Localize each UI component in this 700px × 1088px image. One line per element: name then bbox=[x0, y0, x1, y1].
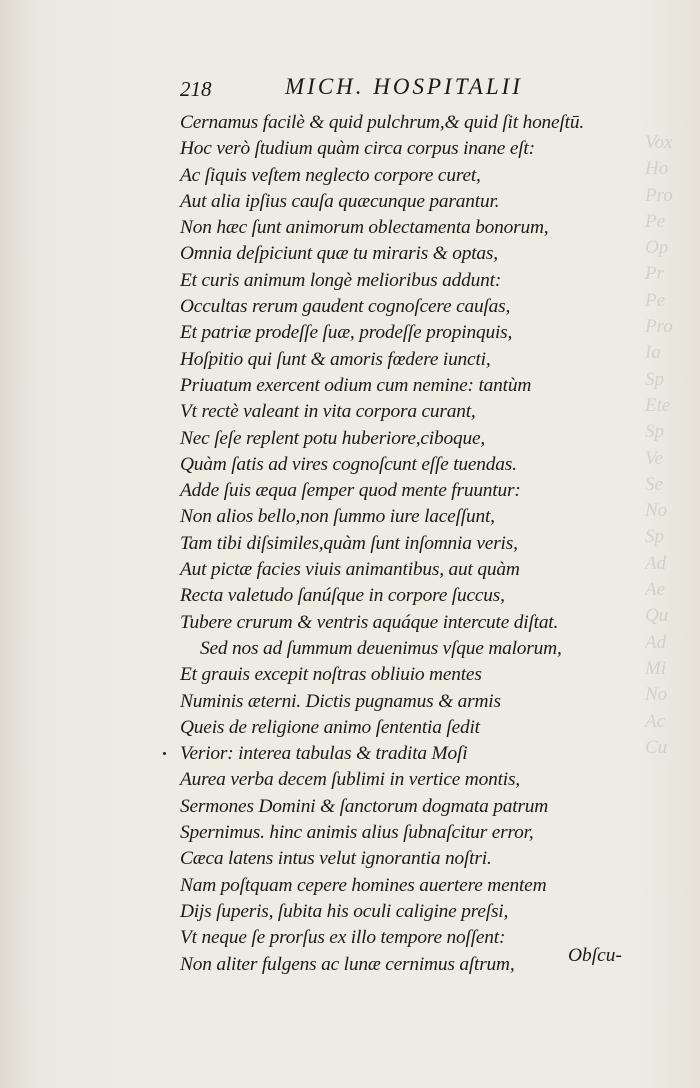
verse-line: Nec ſeſe replent potu huberiore,ciboque, bbox=[180, 427, 486, 449]
verse-line: Et grauis excepit noſtras obliuio mentes bbox=[180, 664, 482, 686]
show-through-fragment: Pro bbox=[645, 316, 673, 338]
show-through-fragment: Ac bbox=[645, 710, 666, 732]
verse-line: Cæca latens intus velut ignorantia noſtri. bbox=[180, 848, 492, 870]
verse-line: Sermones Domini & ſanctorum dogmata patrum bbox=[180, 795, 549, 817]
show-through-fragment: Sp bbox=[645, 526, 664, 548]
show-through-fragment: Ae bbox=[645, 579, 666, 601]
verse-line: Queis de religione animo ſententia ſedit bbox=[180, 716, 480, 738]
verse-line: Nam poſtquam cepere homines auertere mentem bbox=[180, 874, 547, 896]
verse-line: Priuatum exercent odium cum nemine: tantùm bbox=[180, 374, 532, 396]
verse-line: Aut pictæ facies viuis animantibus, aut quàm bbox=[180, 559, 520, 581]
show-through-fragment: Ia bbox=[645, 342, 661, 364]
verse-line: Non alios bello,non ſummo iure laceſſunt, bbox=[180, 506, 495, 528]
show-through-fragment: Pr bbox=[645, 263, 664, 285]
show-through-fragment: Pe bbox=[645, 210, 666, 232]
show-through-fragment: Pro bbox=[645, 184, 673, 206]
verse-line: Non aliter fulgens ac lunæ cernimus aſtrum, bbox=[180, 953, 515, 975]
show-through-fragment: Sp bbox=[645, 421, 664, 443]
verse-line: Hoſpitio qui ſunt & amoris fœdere iuncti, bbox=[180, 348, 491, 370]
show-through-fragment: Qu bbox=[645, 605, 669, 627]
catchword: Obſcu- bbox=[568, 945, 622, 966]
verse-line: Dijs ſuperis, ſubita his oculi caligine preſsi, bbox=[180, 900, 509, 922]
verse-line: Hoc verò ſtudium quàm circa corpus inane eſt: bbox=[180, 138, 535, 160]
verse-line: Verior: interea tabulas & tradita Moſi bbox=[180, 743, 468, 765]
show-through-fragment: No bbox=[645, 500, 668, 522]
page-header bbox=[180, 74, 640, 106]
show-through-text bbox=[645, 130, 700, 890]
show-through-fragment: Ad bbox=[645, 631, 667, 653]
verse-line: Et patriæ prodeſſe ſuæ, prodeſſe propinquis, bbox=[180, 322, 513, 344]
margin-dot bbox=[163, 752, 166, 755]
show-through-fragment: Ve bbox=[645, 447, 663, 469]
show-through-fragment: Mi bbox=[645, 657, 667, 679]
verse-block bbox=[180, 110, 650, 978]
verse-line: Ac ſiquis veſtem neglecto corpore curet, bbox=[180, 164, 481, 186]
show-through-fragment: Op bbox=[645, 237, 669, 259]
verse-line: Adde ſuis æqua ſemper quod mente fruuntur: bbox=[180, 480, 521, 502]
verse-line: Spernimus. hinc animis alius ſubnaſcitur error, bbox=[180, 822, 534, 844]
show-through-fragment: No bbox=[645, 684, 668, 706]
verse-line-indented: Sed nos ad ſummum deuenimus vſque malorum, bbox=[200, 637, 562, 659]
verse-line: Occultas rerum gaudent cognoſcere cauſas, bbox=[180, 296, 511, 318]
verse-line: Aurea verba decem ſublimi in vertice montis, bbox=[180, 769, 520, 791]
verse-line: Et curis animum longè melioribus addunt: bbox=[180, 269, 502, 291]
verse-line: Tam tibi diſsimiles,quàm ſunt inſomnia veris, bbox=[180, 532, 518, 554]
verse-line: Aut alia ipſius cauſa quæcunque parantur. bbox=[180, 190, 500, 212]
show-through-fragment: Vox bbox=[645, 132, 673, 153]
show-through-fragment: Ete bbox=[645, 394, 671, 416]
verse-line: Cernamus facilè & quid pulchrum,& quid ſit honeſtū. bbox=[180, 112, 584, 133]
show-through-fragment: Cu bbox=[645, 736, 668, 758]
show-through-fragment: Pe bbox=[645, 289, 666, 311]
show-through-fragment: Sp bbox=[645, 368, 664, 390]
verse-line: Tubere crurum & ventris aquáque intercute diſtat. bbox=[180, 611, 559, 633]
verse-line: Omnia deſpiciunt quæ tu miraris & optas, bbox=[180, 243, 498, 265]
show-through-fragment: Se bbox=[645, 473, 663, 495]
show-through-fragment: Ho bbox=[645, 158, 669, 180]
running-title: MICH. HOSPITALII bbox=[285, 74, 523, 99]
verse-line: Quàm ſatis ad vires cognoſcunt eſſe tuendas. bbox=[180, 453, 517, 475]
verse-line: Vt rectè valeant in vita corpora curant, bbox=[180, 401, 476, 423]
show-through-fragment: Ad bbox=[645, 552, 667, 574]
verse-line: Non hæc ſunt animorum oblectamenta bonorum, bbox=[180, 217, 549, 239]
verse-line: Vt neque ſe prorſus ex illo tempore noſſent: bbox=[180, 927, 506, 949]
verse-line: Recta valetudo ſanúſque in corpore ſuccus, bbox=[180, 585, 505, 607]
verse-line: Numinis æterni. Dictis pugnamus & armis bbox=[180, 690, 501, 712]
page-number: 218 bbox=[180, 77, 212, 101]
